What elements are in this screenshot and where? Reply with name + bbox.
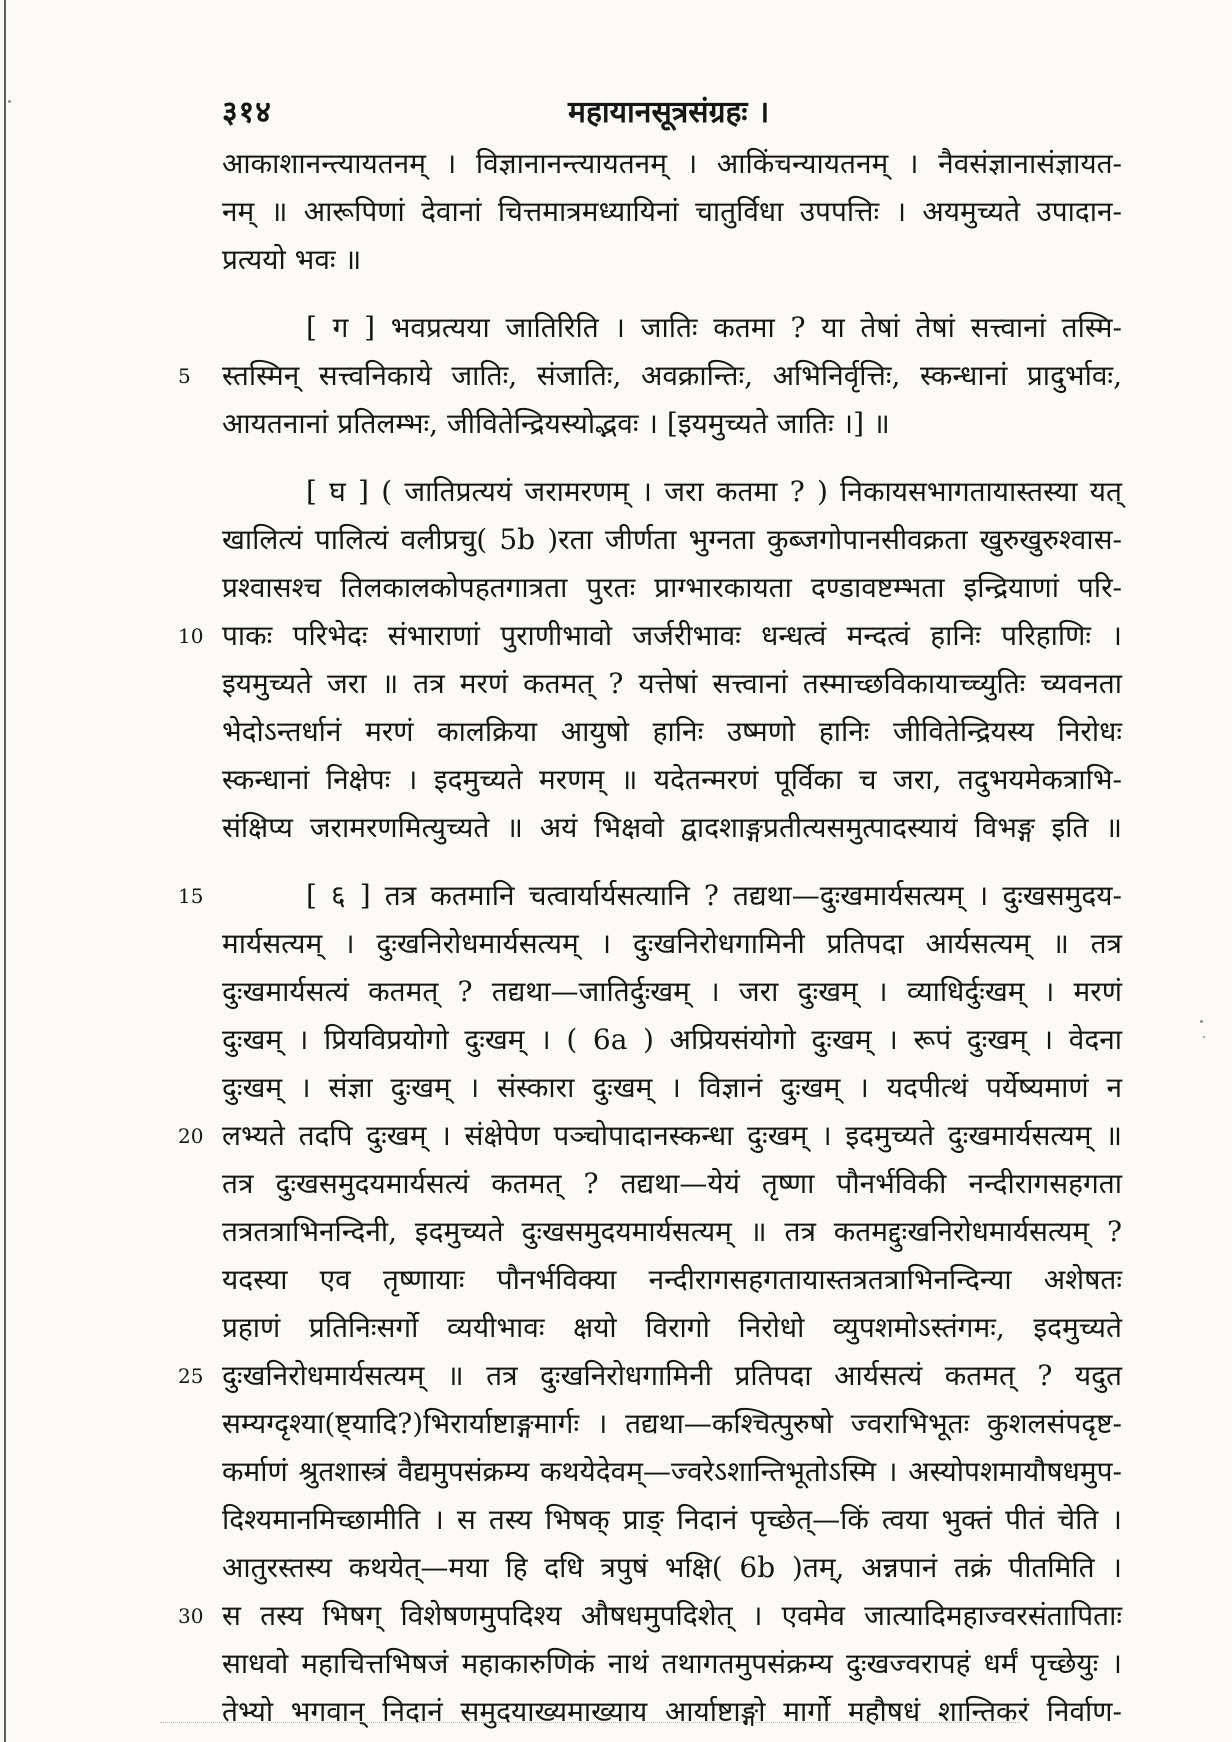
text-line-27: कर्माणं श्रुतशास्त्रं वैद्यमुपसंक्रम्य कथयेदेवम्—ज्वरेऽशान्तिभूतोऽस्मि । अस्योपशमायौषधमुप- [222, 1455, 1122, 1488]
scan-speck [1200, 1020, 1203, 1023]
text-line-5: 5 स्तस्मिन् सत्त्वनिकाये जातिः, संजातिः, अवक्रान्तिः, अभिनिर्वृत्तिः, स्कन्धानां प्रादुर्भावः, [222, 352, 1122, 400]
text-line-11: इयमुच्यते जरा ॥ तत्र मरणं कतमत् ? यत्तेषां सत्त्वानां तस्माच्छविकायाच्च्युतिः च्यवनता [222, 667, 1122, 700]
text-line-28: दिश्यमानमिच्छामीति । स तस्य भिषक् प्राङ् निदानं पृच्छेत्—किं त्वया भुक्तं पीतं चेति । [222, 1503, 1122, 1536]
text-line-12: भेदोऽन्तर्धानं मरणं कालक्रिया आयुषो हानिः उष्मणो हानिः जीवितेन्द्रियस्य निरोधः [222, 715, 1122, 748]
text-line-2: नम् ॥ आरूपिणां देवानां चित्तमात्रमध्यायिनां चातुर्विधा उपपत्तिः । अयमुच्यते उपादान- [222, 195, 1122, 228]
text-line-10: 10 पाकः परिभेदः संभाराणां पुराणीभावो जर्जरीभावः धन्धत्वं मन्दत्वं हानिः परिहाणिः । [222, 612, 1122, 660]
text-line-31: साधवो महाचित्तभिषजं महाकारुणिकं नाथं तथागतमुपसंक्रम्य दुःखज्वरापहं धर्मं पृच्छेयुः । [222, 1647, 1122, 1680]
text-line-7: [ घ ] ( जातिप्रत्ययं जरामरणम् । जरा कतमा ? ) निकायसभागतायास्तस्या यत् [306, 475, 1122, 508]
text-line-3: प्रत्ययो भवः ॥ [222, 243, 362, 276]
binding-edge-line [4, 0, 6, 1742]
body-text [178, 140, 1122, 1736]
text-line-13: स्कन्धानां निक्षेपः । इदमुच्यते मरणम् ॥ यदेतन्मरणं पूर्विका च जरा, तदुभयमेकत्राभि- [222, 763, 1122, 796]
text-line-21: तत्र दुःखसमुदयमार्यसत्यं कतमत् ? तद्यथा—येयं तृष्णा पौनर्भविकी नन्दीरागसहगता [222, 1167, 1122, 1200]
text-line-8: खालित्यं पालित्यं वलीप्रचु( 5b )रता जीर्णता भुग्नता कुब्जगोपानसीवक्रता खुरुखुरुश्वास- [222, 523, 1122, 556]
scan-speck [8, 100, 11, 103]
text-line-15: 15 [ ६ ] तत्र कतमानि चत्वार्यार्यसत्यानि ? तद्यथा—दुःखमार्यसत्यम् । दुःखसमुदय- [222, 872, 1122, 920]
text-line-19: दुःखम् । संज्ञा दुःखम् । संस्कारा दुःखम् । विज्ञानं दुःखम् । यदपीत्थं पर्येष्यमाणं न [222, 1071, 1122, 1104]
scan-bottom-noise [160, 1722, 1020, 1733]
text-line-26: सम्यग्दृश्या(ष्ट्यादि?)भिरार्याष्टाङ्गमार्गः । तद्यथा—कश्चित्पुरुषो ज्वराभिभूतः कुशलसंपदृष्ट- [222, 1407, 1122, 1440]
text-line-23: यदस्या एव तृष्णायाः पौनर्भविक्या नन्दीरागसहगतायास्तत्रतत्राभिनन्दिन्या अशेषतः [222, 1263, 1122, 1296]
text-line-14: संक्षिप्य जरामरणमित्युच्यते ॥ अयं भिक्षवो द्वादशाङ्गप्रतीत्यसमुत्पादस्यायं विभङ्ग इति ॥ [222, 811, 1122, 844]
text-line-18: दुःखम् । प्रियविप्रयोगो दुःखम् । ( 6a ) अप्रियसंयोगो दुःखम् । रूपं दुःखम् । वेदना [222, 1023, 1122, 1056]
text-line-17: दुःखमार्यसत्यं कतमत् ? तद्यथा—जातिर्दुःखम् । जरा दुःखम् । व्याधिर्दुःखम् । मरणं [222, 975, 1122, 1008]
line-number-25: 25 [178, 1364, 204, 1388]
text-line-22: तत्रतत्राभिनन्दिनी, इदमुच्यते दुःखसमुदयमार्यसत्यम् ॥ तत्र कतमद्दुःखनिरोधमार्यसत्यम् ? [222, 1215, 1122, 1248]
text-line-24: प्रहाणं प्रतिनिःसर्गो व्ययीभावः क्षयो विरागो निरोधो व्युपशमोऽस्तंगमः, इदमुच्यते [222, 1311, 1122, 1344]
running-title: महायानसूत्रसंग्रहः । [568, 95, 770, 130]
text-line-25: 25 दुःखनिरोधमार्यसत्यम् ॥ तत्र दुःखनिरोधगामिनी प्रतिपदा आर्यसत्यं कतमत् ? यदुत [222, 1352, 1122, 1400]
page-number: ३१४ [222, 95, 272, 130]
line-number-5: 5 [178, 364, 191, 388]
text-line-32: तेभ्यो भगवान् निदानं समुदयाख्यमाख्याय आर्याष्टाङ्गो मार्गो महौषधं शान्तिकरं निर्वाण- [222, 1695, 1122, 1728]
line-number-15: 15 [178, 884, 204, 908]
page-header [0, 84, 1232, 132]
line-number-30: 30 [178, 1604, 204, 1628]
scan-speck [1203, 1036, 1205, 1038]
text-line-29: आतुरस्तस्य कथयेत्—मया हि दधि त्रपुषं भक्षि( 6b )तम्, अन्नपानं तक्रं पीतमिति । [222, 1551, 1122, 1584]
text-line-4: [ ग ] भवप्रत्यया जातिरिति । जातिः कतमा ? या तेषां तेषां सत्त्वानां तस्मि- [306, 311, 1122, 344]
line-number-20: 20 [178, 1124, 204, 1148]
text-line-20: 20 लभ्यते तदपि दुःखम् । संक्षेपेण पञ्चोपादानस्कन्धा दुःखम् । इदमुच्यते दुःखमार्यसत्यम् ॥ [222, 1112, 1122, 1160]
text-line-1: आकाशानन्त्यायतनम् । विज्ञानानन्त्यायतनम् । आकिंचन्यायतनम् । नैवसंज्ञानासंज्ञायत- [222, 147, 1122, 180]
text-line-30: 30 स तस्य भिषग् विशेषणमुपदिश्य औषधमुपदिशेत् । एवमेव जात्यादिमहाज्वरसंतापिताः [222, 1592, 1122, 1640]
text-line-9: प्रश्वासश्च तिलकालकोपहतगात्रता पुरतः प्राग्भारकायता दण्डावष्टम्भता इन्द्रियाणां परि- [222, 571, 1122, 604]
text-line-6: आयतनानां प्रतिलम्भः, जीवितेन्द्रियस्योद्भवः । [इयमुच्यते जातिः ।] ॥ [222, 407, 890, 440]
text-line-16: मार्यसत्यम् । दुःखनिरोधमार्यसत्यम् । दुःखनिरोधगामिनी प्रतिपदा आर्यसत्यम् ॥ तत्र [222, 927, 1122, 960]
line-number-10: 10 [178, 624, 204, 648]
